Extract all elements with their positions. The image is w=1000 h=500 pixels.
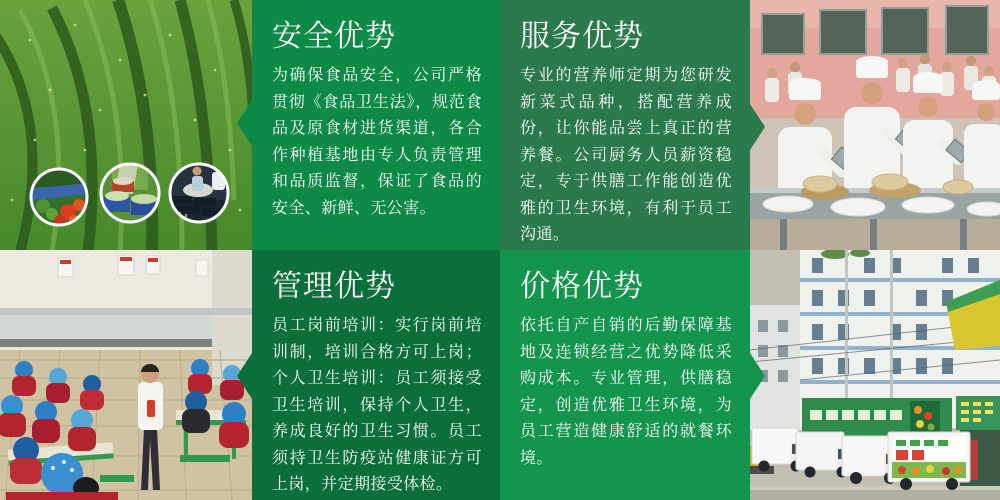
- panel-title: 安全优势: [272, 19, 396, 54]
- panel-title: 服务优势: [520, 19, 644, 54]
- panel-body-text: 专业的营养师定期为您研发新菜式品种，搭配营养成份，让你能品尝上真正的营养餐。公司厨务人员薪资稳定，专于供膳工作能创造优雅的卫生环境，有利于员工沟通。: [520, 65, 732, 243]
- management-advantage-panel: [252, 250, 500, 500]
- panel-body-text: 依托自产自销的后勤保障基地及连锁经营之优势降低采购成本。专业管理，供膳稳定，创造优雅卫生环境，为员工营造健康舒适的就餐环境。: [520, 315, 732, 467]
- panel-title: 管理优势: [272, 269, 396, 304]
- arrow-right-icon: [750, 104, 765, 150]
- serving-counter: [0, 315, 212, 339]
- cafeteria-training-photo: [0, 250, 252, 500]
- safety-advantage-panel: [252, 0, 500, 250]
- banner-truck: [888, 432, 970, 490]
- vegetable-field-photo: [0, 0, 252, 250]
- panel-body-text: 为确保食品安全，公司严格贯彻《食品卫生法》，规范食品及原食材进货渠道，各合作种植基地由专人负责管理和品质监督，保证了食品的安全、新鲜、无公害。: [272, 65, 482, 217]
- company-building-photo: [750, 250, 1000, 500]
- kitchen-staff-photo: [750, 0, 1000, 250]
- panel-body-text: 员工岗前培训：实行岗前培训制，培训合格方可上岗；个人卫生培训：员工须接受卫生培训，保持个人卫生，养成良好的卫生习惯。员工须持卫生防疫站健康证方可上岗，并定期接受体检。: [272, 315, 482, 493]
- fire-extinguisher: [147, 400, 155, 417]
- panel-title: 价格优势: [520, 269, 644, 304]
- service-advantage-panel: [500, 0, 750, 250]
- arrow-left-icon: [237, 100, 252, 146]
- arrow-right-icon: [750, 353, 765, 399]
- arrow-left-icon: [237, 353, 252, 399]
- price-advantage-panel: [500, 250, 750, 500]
